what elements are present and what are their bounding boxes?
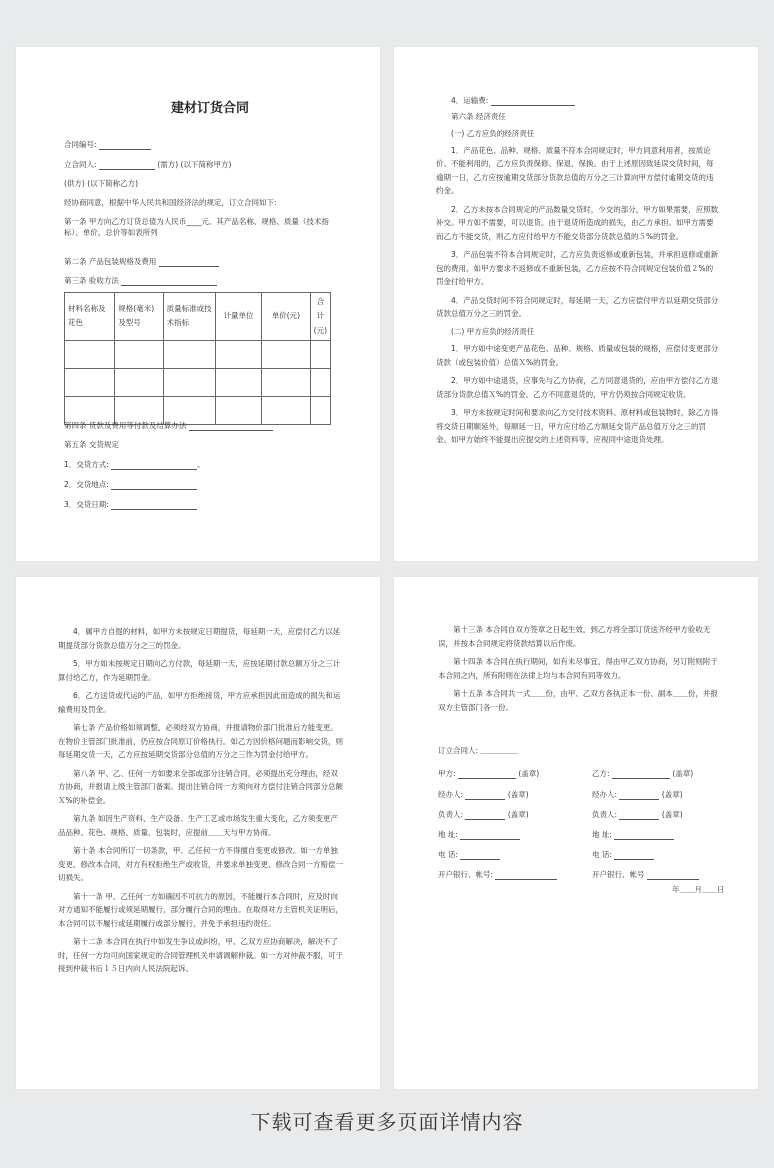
sig-label: 负责人: — [438, 810, 464, 819]
contract-title: 建材订货合同 — [171, 101, 250, 116]
table-header-cell: 合计(元) — [310, 293, 330, 341]
transport-blank — [491, 96, 575, 106]
sig-blank — [458, 769, 516, 779]
paragraph: 1．产品花色、品种、规格、质量不符本合同规定时，甲方同意利用者，按质论价。不能利用的，乙方应负责保修、保退、保换。由于上述原因致延误交货时间，每逾期一日，乙方应按逾期交货部分货款总值的万分之三计算向甲方偿付逾期交货的违约金。 — [436, 145, 714, 196]
sig-blank — [465, 810, 505, 820]
paragraph: 3．产品包装不符本合同规定时，乙方应负责返修或重新包装，并承担返修或重新包的费用。如甲方要求不返修或不重新包装，乙方应按不符合同规定包装价值２%的罚金付给甲方。 — [436, 250, 719, 287]
sig-blank — [612, 769, 670, 779]
article-2-blank — [159, 257, 219, 267]
page-3-body — [58, 625, 344, 976]
sig-label: 经办人: — [592, 790, 618, 799]
section-seller-duty: (一) 乙方应负的经济责任 — [451, 128, 535, 138]
signatory-line: 订立合同人: ＿＿＿＿＿ — [438, 746, 518, 755]
seal-label: (盖章) — [661, 790, 683, 799]
sig-label: 负责人: — [592, 810, 618, 819]
sig-blank — [619, 810, 659, 820]
contract-number-label: 合同编号: — [64, 140, 97, 149]
article-3-text: 第三条 验收方法 — [64, 276, 119, 285]
table-header-cell: 单价(元) — [262, 293, 310, 341]
paragraph: 6．乙方送货或代运的产品，如甲方拒绝接货，甲方应承担因此而造成的损失和运输费用及罚金。 — [58, 691, 341, 714]
seal-label: (盖章) — [507, 810, 529, 819]
delivery-item — [64, 479, 197, 490]
buyer-suffix: (需方) (以下简称甲方) — [157, 160, 232, 169]
delivery-tail: 。 — [197, 460, 205, 469]
party-row — [64, 159, 231, 170]
sig-label: 开户银行、帐号 — [592, 870, 645, 879]
party-a-row — [438, 829, 520, 840]
contract-page-4 — [394, 577, 758, 1089]
party-a-row — [438, 768, 539, 779]
delivery-item-label: 1．交货方式: — [64, 460, 109, 469]
party-a-row — [438, 869, 557, 880]
party-b-row — [592, 789, 683, 800]
paragraph: 第八条 甲、乙、任何一方如要求全部或部分注销合同，必须提出充分理由，经双方协商，并报请上级主管部门备案。提出注销合同一方须向对方偿付注销合同部分总额Ｘ%的补偿金。 — [58, 768, 343, 805]
delivery-item — [64, 499, 197, 510]
table-header-cell: 质量标准或技术指标 — [163, 293, 215, 341]
party-a-row — [438, 809, 529, 820]
sig-label: 开户银行、帐号: — [438, 870, 494, 879]
contract-number-blank — [99, 140, 151, 150]
contract-page-1 — [16, 47, 380, 561]
article-1-text: 第一条 甲方向乙方订货总值为人民币____元。其产品名称、规格、质量（技术指标）、单价、总价等如表所列 — [64, 217, 329, 238]
order-table — [64, 292, 331, 425]
party-a-row — [438, 849, 500, 860]
sig-blank — [619, 790, 659, 800]
buyer-blank — [99, 160, 155, 170]
sig-blank — [460, 850, 500, 860]
sig-blank — [465, 790, 505, 800]
delivery-item-label: 2．交货地点: — [64, 480, 109, 489]
sig-label: 经办人: — [438, 790, 464, 799]
seal-label: (盖章) — [507, 790, 529, 799]
article-4-blank — [189, 421, 273, 431]
paragraph: 第十二条 本合同在执行中如发生争议或纠纷，甲、乙双方应协商解决，解决不了时，任何一方均可向国家规定的合同管理机关申请调解仲裁。如一方对仲裁不服，可于接到仲裁书后１５日内向人民法院起诉。 — [58, 937, 343, 973]
paragraph: 第十三条 本合同自双方签章之日起生效，到乙方将全部订货送齐经甲方验收无误，并按本合同规定将货款结算以后作废。 — [438, 625, 711, 648]
contract-number-row — [64, 139, 151, 150]
article-3-row — [64, 275, 217, 286]
paragraph: 4．属甲方自提的材料，如甲方未按规定日期提货，每延期一天，应偿付乙方以延期提货部分货款总值万分之三的罚金。 — [58, 627, 341, 650]
paragraph: 4．产品交货时间不符合同规定时，每延期一天，乙方应偿付甲方以延期交货部分货款总值万分之三的罚金。 — [436, 295, 719, 319]
paragraph: 第十五条 本合同共一式＿＿份，由甲、乙双方各执正本一份、副本＿＿份，并报双方主管部门各一份。 — [438, 689, 718, 712]
article-3-blank — [121, 276, 217, 286]
contract-page-2 — [394, 47, 758, 561]
paragraph: 1．甲方如中途变更产品花色、品种、规格、质量或包装的规格，应偿付变更部分货款（或包装价值）总值Ｘ%的罚金。 — [436, 344, 719, 367]
sign-date: 年＿＿月＿＿日 — [672, 885, 725, 894]
party-label: 立合同人: — [64, 160, 97, 169]
sig-blank — [614, 850, 654, 860]
article-4-row — [64, 420, 273, 431]
paragraph: 第七条 产品价格如须调整，必须经双方协商，并报请物价部门批准后方能变更。在物价主管部门批准前，仍应按合同原订价格执行。如乙方因价格问题而影响交货，则每延期交货一天，乙方应按延期交货部分总值的万分之三作为罚金付给甲方。 — [58, 723, 343, 759]
paragraph: 2．乙方未按本合同规定的产品数量交货时，少交的部分，甲方如果需要，应照数补交。甲方如不需要，可以退货。由于退货所造成的损失，由乙方承担。如甲方需要而乙方不能交货，则乙方应付给甲方不能交货部分货款总值的５%的罚金。 — [436, 204, 719, 241]
table-header-cell: 材料名称及花色 — [65, 293, 115, 341]
party-b-row — [592, 809, 683, 820]
seal-label: (盖章) — [518, 769, 540, 778]
party-b-row — [592, 869, 699, 880]
article-5-text: 第五条 交货规定 — [64, 440, 119, 449]
contract-page-3 — [16, 577, 380, 1089]
seal-label: (盖章) — [661, 810, 683, 819]
table-header-cell: 计量单位 — [215, 293, 261, 341]
table-row — [65, 368, 331, 396]
paragraph: 3．甲方未按规定时间和要求向乙方交付技术资料、原材料或包装物时，除乙方得将交货日期顺延外，每顺延一日，甲方应付给乙方顺延交货产品总值万分之三的罚金。如甲方始终不能提出应提交的上述资料等，应视同中途退货处理。 — [436, 408, 719, 444]
delivery-blank — [111, 480, 197, 490]
table-header-row — [65, 293, 331, 341]
party-b-row — [592, 849, 654, 860]
intro-text: 经协商同意，根据中华人民共和国经济法的规定，订立合同如下: — [64, 198, 277, 207]
transport-label: 4．运输费: — [451, 96, 489, 105]
sig-label: 甲方: — [438, 769, 456, 778]
delivery-blank — [111, 460, 197, 470]
paragraph: 第十一条 甲、乙任何一方如确因不可抗力的原因，不能履行本合同时，应及时向对方通知不能履行或须延期履行，部分履行合同的理由。在取得对方主管机关证明后，本合同可以不履行或延期履行或部分履行，并免予承担违约责任。 — [58, 891, 343, 928]
sig-label: 地 址: — [438, 830, 458, 839]
article-2-text: 第二条 产品包装规格及费用 — [64, 257, 157, 266]
table-header-cell: 规格(毫米)及型号 — [115, 293, 163, 341]
article-1 — [64, 216, 332, 239]
article-2-row — [64, 256, 219, 267]
party-b-row — [592, 768, 693, 779]
sig-blank — [460, 830, 520, 840]
more-pages-caption: 下载可查看更多页面详情内容 — [250, 1110, 524, 1134]
paragraph: 第九条 如因生产资料、生产设备、生产工艺或市场发生重大变化，乙方须变更产品品种、花色、规格、质量、包装时，应提前＿＿天与甲方协商。 — [58, 814, 338, 837]
sig-label: 电 话: — [438, 850, 458, 859]
table-row — [65, 340, 331, 368]
sig-label: 电 话: — [592, 850, 612, 859]
delivery-blank — [111, 500, 197, 510]
page-2-body — [436, 95, 720, 447]
sig-blank — [647, 870, 699, 880]
sig-label: 地 址: — [592, 830, 612, 839]
section-buyer-duty: (二) 甲方应负的经济责任 — [451, 326, 535, 336]
sig-blank — [614, 830, 674, 840]
delivery-item-label: 3．交货日期: — [64, 500, 109, 509]
paragraph: 第十条 本合同所订一切条款，甲、乙任何一方不得擅自变更或修改。如一方单独变更、修改本合同，对方有权拒绝生产或收货，并要求单独变更、修改合同一方赔偿一切损失。 — [58, 846, 343, 882]
paragraph: 2．甲方如中途退货，应事先与乙方协商，乙方同意退货的，应由甲方偿付乙方退货部分货款总值Ｘ%的罚金。乙方不同意退货的，甲方仍须按合同规定收货。 — [436, 376, 719, 399]
page-4-body — [438, 623, 722, 714]
sig-label: 乙方: — [592, 769, 610, 778]
transport-row — [436, 95, 720, 106]
seal-label: (盖章) — [672, 769, 694, 778]
sig-blank — [495, 870, 557, 880]
party-a-row — [438, 789, 529, 800]
paragraph: 5．甲方如未按规定日期向乙方付款，每延期一天，应按延期付款总额万分之三计算付给乙方，作为延期罚金。 — [58, 659, 341, 682]
seller-line: (供方) (以下简称乙方) — [64, 179, 139, 188]
paragraph: 第十四条 本合同在执行期间，如有未尽事宜，得由甲乙双方协商，另订附则附于本合同之内，所有附则在法律上均与本合同有同等效力。 — [438, 657, 718, 680]
article-4-text: 第四条 货款及费用等付款及结算办法 — [64, 421, 187, 430]
party-b-row — [592, 829, 674, 840]
delivery-item — [64, 459, 205, 470]
article-6: 第六条 经济责任 — [451, 112, 506, 122]
